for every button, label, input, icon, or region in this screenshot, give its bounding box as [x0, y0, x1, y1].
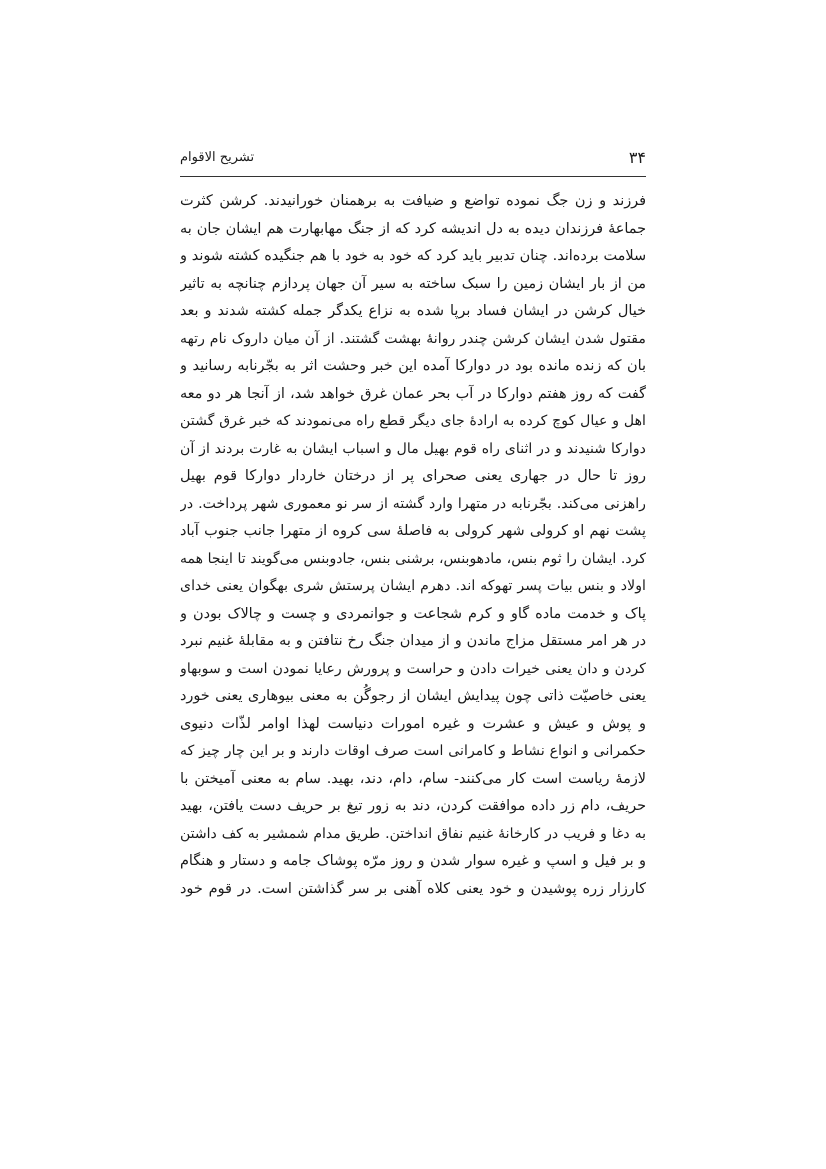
text-line: به دغا و فریب در کارخانهٔ غنیم نفاق انداختن. طریق مدام شمشیر به کف داشتن [180, 825, 646, 842]
text-line: مقتول شدن ایشان کرشن چندر روانهٔ بهشت گشتند. از آن میان داروک نام رتهه [180, 330, 646, 347]
text-line: و پوش و عیش و عشرت و غیره امورات دنیاست لهذا اوامر لذّات دنیوی [180, 715, 646, 732]
text-line: پاک و خدمت ماده گاو و کرم شجاعت و جوانمردی و چست و چالاک بودن و [180, 605, 646, 622]
text-line: کارزار زره پوشیدن و خود یعنی کلاه آهنی بر سر گذاشتن است. در قوم خود [180, 880, 646, 897]
text-line: و بر فیل و اسپ و غیره سوار شدن و روز مرّه پوشاک جامه و دستار و هنگام [180, 853, 646, 869]
text-line: کرد. ایشان را ثوم بنس، مادهوبنس، برشنی بنس، جادوبنس می‌گویند تا اینجا همه [180, 550, 646, 567]
text-line: سلامت برده‌اند. چنان تدبیر باید کرد که خود به خود با هم جنگیده کشته شوند و [180, 248, 646, 264]
page-number: ۳۴ [628, 148, 646, 167]
text-line: لازمهٔ ریاست است کار می‌کنند- سام، دام، دند، بهید. سام به معنی آمیختن با [180, 770, 646, 787]
text-line: در هر امر مستقل مزاج ماندن و از میدان جنگ رخ نتافتن و به مقابلهٔ غنیم نبرد [180, 633, 646, 649]
text-line: خیال کرشن در ایشان فساد برپا شده به نزاع یکدگر جمله کشته شدند و بعد [180, 303, 646, 319]
text-line: حریف، دام زر داده موافقت کردن، دند به زور تیغ بر حریف دست یافتن، بهید [180, 798, 646, 814]
text-line: راهزنی می‌کند. بجّرنابه در متهرا وارد گشته از سر نو معموری شهر پرداخت. در [180, 495, 646, 512]
text-line: دوارکا شنیدند و در اثنای راه قوم بهیل مال و اسباب ایشان به غارت بردند از آن [180, 440, 646, 457]
text-line: روز تا حال در جهاری یعنی صحرای پر از درختان خاردار دوارکا قوم بهیل [180, 468, 646, 484]
body-text [180, 188, 646, 903]
text-line: یعنی خاصیّت ذاتی چون پیدایش ایشان از رجوگُن به معنی بیوهاری یعنی خورد [180, 688, 646, 704]
text-line: گفت که روز هفتم دوارکا در آب بحر عمان غرق خواهد شد، از آنجا هر دو معه [180, 385, 646, 402]
text-line: کردن و دان یعنی خیرات دادن و حراست و پرورش رعایا نمودن است و سوبهاو [180, 660, 646, 677]
page-header [180, 148, 646, 174]
header-divider [180, 176, 646, 177]
text-line: پشت نهم او کرولی شهر کرولی به فاصلهٔ سی کروه از متهرا جانب جنوب آباد [180, 523, 646, 539]
text-line: حکمرانی و انواع نشاط و کامرانی است صرف اوقات دارند و بر این چار چیز که [180, 743, 646, 759]
text-line: جماعهٔ فرزندان دیده به دل اندیشه کرد که از جنگ مهابهارت هم ایشان جان به [180, 220, 646, 237]
text-line: بان که زنده مانده بود در دوارکا آمده این خبر وحشت اثر به بجّرنابه رسانید و [180, 358, 646, 374]
text-line: اولاد و بنس بیات پسر تهوکه اند. دهرم ایشان پرستش شری بهگوان یعنی خدای [180, 578, 646, 594]
text-line: فرزند و زن جگ نموده تواضع و ضیافت به برهمنان خورانیدند. کرشن کثرت [180, 193, 646, 209]
running-title: تشریح الاقوام [180, 150, 255, 165]
text-line: من از بار ایشان زمین را سبک ساخته به سیر آن جهان پردازم چنانچه به تاثیر [180, 275, 646, 292]
text-line: اهل و عیال کوچ کرده به ارادهٔ جای دیگر قطع راه می‌نمودند که خبر غرق گشتن [180, 413, 646, 429]
